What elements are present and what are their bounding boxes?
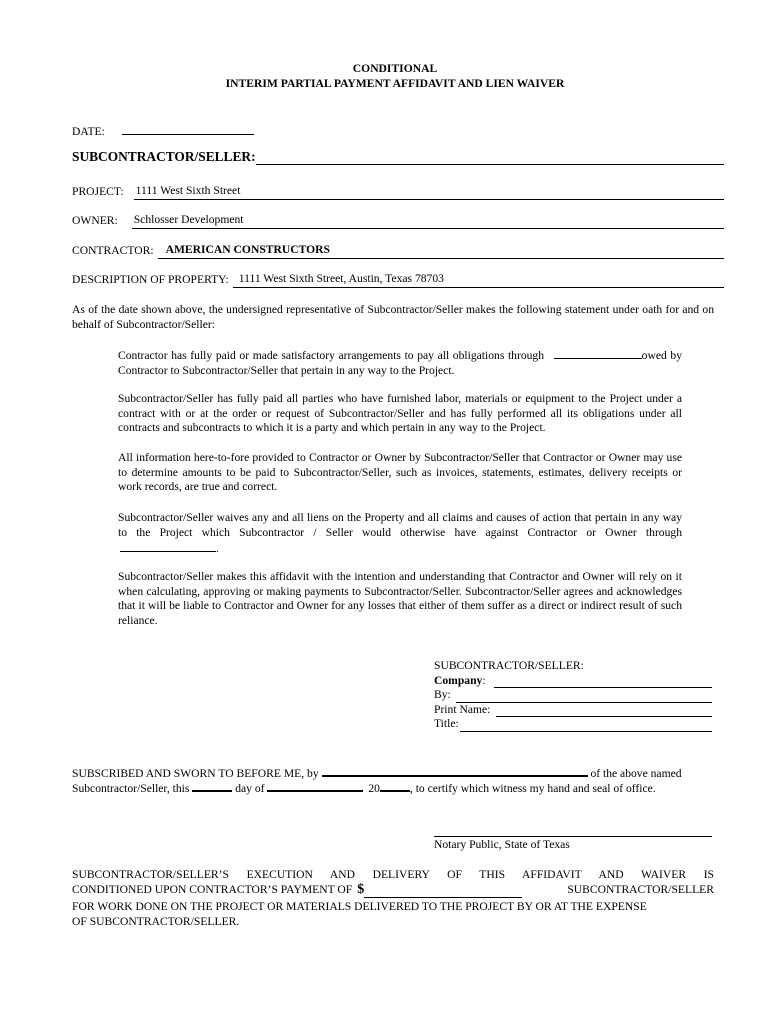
contractor-label: CONTRACTOR: [72, 244, 154, 258]
sworn-text-4: day of [235, 782, 265, 795]
closing-line-3: FOR WORK DONE ON THE PROJECT OR MATERIALS DELIVERED TO THE PROJECT BY OR AT THE EXPENSE [72, 900, 647, 913]
company-field[interactable] [494, 676, 712, 688]
clause-lien-waiver-text: Subcontractor/Seller waives any and all liens on the Property and all claims and causes of action that pertain in any way to the Project which Subcontractor / Seller would otherwise have against Contractor or Owner through [118, 511, 682, 539]
by-label: By: [434, 688, 451, 702]
subcontractor-label: SUBCONTRACTOR/SELLER: [72, 149, 256, 165]
closing-line-2 [72, 883, 714, 898]
clause-reliance: Subcontractor/Seller makes this affidavit with the intention and understanding that Contractor and Owner will rely on it when calculating, approving or making payments to Subcontractor/Seller. Subcontractor/Seller agrees and acknowledges that it will be liable to Contractor and Owner for any losses that either of them suffer as a direct or indirect result of such reliance. [118, 570, 682, 627]
property-label: DESCRIPTION OF PROPERTY: [72, 273, 229, 287]
by-row [434, 688, 712, 703]
project-row [72, 184, 724, 200]
payment-amount-field[interactable] [364, 885, 522, 898]
notary-label: Notary Public, State of Texas [434, 838, 570, 851]
print-name-label: Print Name: [434, 702, 491, 716]
subcontractor-row [72, 150, 724, 165]
notary-signature-field[interactable] [434, 836, 712, 837]
sworn-day-field[interactable] [192, 779, 232, 792]
closing-line-1: SUBCONTRACTOR/SELLER’S EXECUTION AND DELIVERY OF THIS AFFIDAVIT AND WAIVER IS [72, 868, 714, 881]
document-title-line1: CONDITIONAL [352, 62, 438, 75]
title-field[interactable] [460, 720, 712, 732]
signature-heading: SUBCONTRACTOR/SELLER: [434, 659, 584, 672]
sworn-text-2: of the above named [590, 767, 682, 780]
sworn-text-5: 20 [368, 782, 380, 795]
clause-parties-paid: Subcontractor/Seller has fully paid all parties who have furnished labor, materials or equipment to the Project under a contract with or at the order or request of Subcontractor/Seller and has fully performed all its obligations under all contracts and subcontracts to which it is a party and which pertain in any way to the Project. [118, 392, 682, 435]
clause-payment-arrangements [118, 347, 682, 378]
owner-label: OWNER: [72, 214, 118, 228]
sworn-line-2 [72, 779, 714, 797]
clause-payment-text-b: owed by Contractor to Subcontractor/Seller that pertain in any way to the Project. [118, 349, 683, 377]
owner-field[interactable]: Schlosser Development [132, 213, 724, 229]
company-row: Company : [434, 674, 712, 689]
owner-row [72, 213, 724, 229]
sworn-text-3: Subcontractor/Seller, this [72, 782, 190, 795]
clause-lien-waiver [118, 511, 682, 557]
intro-paragraph: As of the date shown above, the undersigned representative of Subcontractor/Seller makes the following statement under oath for and on behalf of Subcontractor/Seller: [72, 303, 714, 331]
date-label: DATE: [72, 125, 105, 138]
print-name-field[interactable] [496, 705, 712, 717]
document-title-line2: INTERIM PARTIAL PAYMENT AFFIDAVIT AND LIEN WAIVER [225, 77, 565, 90]
clause-payment-text-a: Contractor has fully paid or made satisfactory arrangements to pay all obligations through [118, 349, 545, 362]
title-label: Title: [434, 717, 459, 731]
through-date-field[interactable] [554, 347, 642, 359]
title-row [434, 717, 712, 732]
sworn-text-6: , to certify which witness my hand and seal of office. [409, 782, 656, 795]
dollar-sign: $ [357, 882, 365, 897]
sworn-month-field[interactable] [267, 779, 363, 792]
contractor-row [72, 243, 724, 259]
company-label: Company [434, 673, 483, 687]
closing-line-4: OF SUBCONTRACTOR/SELLER. [72, 915, 240, 928]
date-row [72, 122, 254, 140]
project-label: PROJECT: [72, 185, 124, 199]
by-field[interactable] [456, 691, 712, 703]
clause-lien-waiver-end: . [216, 542, 219, 556]
property-field[interactable]: 1111 West Sixth Street, Austin, Texas 78703 [233, 272, 724, 288]
contractor-field[interactable]: AMERICAN CONSTRUCTORS [158, 243, 724, 259]
closing-text-2a: CONDITIONED UPON CONTRACTOR’S PAYMENT OF [72, 883, 353, 896]
signature-block [434, 659, 712, 732]
closing-text-2b: SUBCONTRACTOR/SELLER [567, 883, 714, 896]
print-name-row [434, 703, 712, 718]
waiver-through-field[interactable] [120, 540, 216, 552]
clause-information-true: All information here-to-fore provided to Contractor or Owner by Subcontractor/Seller that Contractor or Owner may use to determine amounts to be paid to Subcontractor/Seller, such as invoices, statements, estimates, delivery receipts or work records, are true and correct. [118, 451, 682, 494]
project-field[interactable]: 1111 West Sixth Street [134, 184, 724, 200]
sworn-by-field[interactable] [322, 764, 588, 777]
sworn-text-1: SUBSCRIBED AND SWORN TO BEFORE ME, by [72, 767, 319, 780]
date-field[interactable] [122, 122, 254, 135]
sworn-year-field[interactable] [380, 779, 410, 792]
subcontractor-field[interactable] [256, 150, 724, 165]
property-row [72, 272, 724, 288]
